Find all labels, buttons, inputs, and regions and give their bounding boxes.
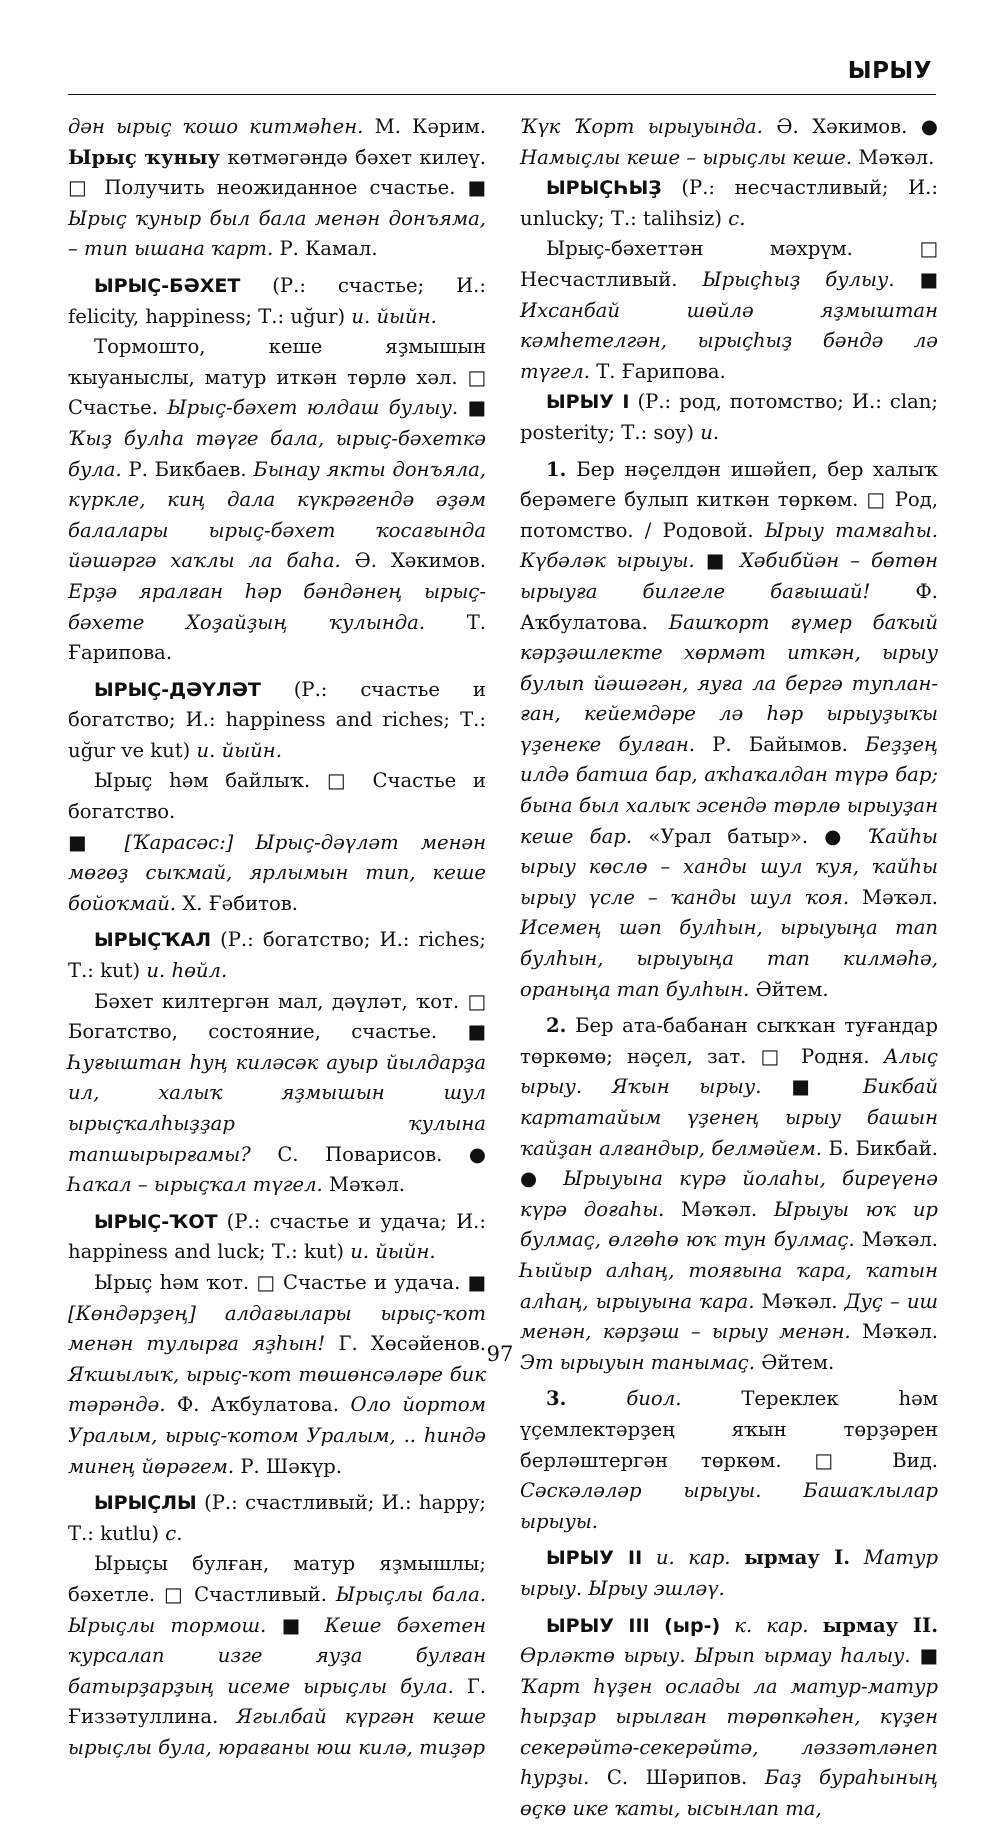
entry-yrys-bakhet bbox=[68, 271, 486, 332]
translations: (Р.: богатство; И.: riches; Т.: kut) bbox=[68, 928, 486, 983]
entry-body bbox=[68, 766, 486, 827]
citation: Ф. Аҡбулатова. bbox=[177, 1393, 339, 1417]
entry-body bbox=[68, 1549, 486, 1763]
headword: ЫРЫҪ-БӘХЕТ bbox=[94, 274, 241, 297]
example-text: Бынау якты донъяла, күркле, киң дала күкрәгендә әҙәм балалары ырыҫ-бәхет ҡосағында йәшәргә хаҡлы ла баһа. bbox=[68, 457, 486, 573]
entry-yryu-1 bbox=[520, 387, 938, 448]
translations: (Р.: счастье и удача; И.: happiness and luck; Т.: kut) bbox=[68, 1209, 487, 1264]
example-text: Ҡарт һүҙен ослады ла матур-матур һырҙар ырылған төрөпкәһен, күҙен секерәйтә-секерәйтә, ләззәтләнеп һурҙы. bbox=[520, 1674, 938, 1790]
citation: С. Шәрипов. bbox=[606, 1766, 748, 1790]
example-text: Һаҡал – ырыҫҡал түгел. bbox=[68, 1173, 323, 1197]
part-of-speech: и. йыйн. bbox=[196, 738, 282, 762]
example-text: Ҡыҙ булһа тәүге бала, ырыҫ-бәхеткә була. bbox=[68, 426, 486, 481]
citation: Ф. Аҡбулатова. bbox=[520, 579, 938, 634]
headword: ЫРЫҪ-ДӘҮЛӘТ bbox=[94, 678, 261, 701]
entry-yryshyz bbox=[520, 173, 938, 234]
citation: Т. Ғарипова. bbox=[596, 359, 726, 383]
definition-text: Ырыҫ һәм байлыҡ. □ Счастье и богатство. bbox=[68, 769, 486, 824]
example-text: [Көндәрҙең] алдағылары ырыҫ-ҡот менән тулырға яҙһын! bbox=[68, 1301, 486, 1356]
citation: Р. Шәкүр. bbox=[240, 1454, 342, 1478]
citation: Мәҡәл. bbox=[858, 145, 935, 169]
example-marker: ■ bbox=[705, 549, 729, 573]
citation: Әйтем. bbox=[761, 1350, 835, 1374]
part-of-speech: и. һөйл. bbox=[146, 959, 228, 983]
translations: (Р.: счастливый; И.: happy; Т.: kutlu) bbox=[68, 1491, 486, 1545]
example-text: дән ырыҫ ҡошо китмәһен. bbox=[68, 115, 364, 138]
citation: Х. Ғәбитов. bbox=[182, 891, 299, 915]
citation: Ә. Хәкимов. bbox=[354, 549, 487, 573]
headword: ЫРЫУ II bbox=[546, 1547, 643, 1570]
part-of-speech: к. кар. bbox=[734, 1613, 809, 1637]
example-text: Оло йортом Уралым, ырыҫ-ҡотом Уралым, .. һиндә минең йөрәгем. bbox=[68, 1393, 486, 1478]
citation: Т. Ғарипова. bbox=[68, 610, 486, 665]
part-of-speech: и. йыйн. bbox=[350, 1240, 436, 1264]
entry-yrys-kot bbox=[68, 1207, 486, 1268]
entry-yrysly bbox=[68, 1488, 486, 1549]
headword: ЫРЫҪЛЫ bbox=[94, 1492, 197, 1515]
citation: Б. Бикбай. ● bbox=[520, 1136, 938, 1191]
translations: (Р.: род, потомство; И.: clan; posterity; Т.: soy) bbox=[520, 390, 938, 444]
example-marker: ■ bbox=[281, 1613, 310, 1637]
citation: Г. Хөсәйенов. bbox=[338, 1332, 487, 1356]
definition-text: Ырыҫы булған, матур яҙмышлы; бәхетле. □ Счастливый. bbox=[68, 1552, 486, 1606]
example-text: Һыйыр алһаң, тояғына ҡара, ҡатын алһаң, ырыуына ҡара. bbox=[520, 1258, 938, 1313]
example-text: Ырыуына күрә йолаһы, биреүенә күрә доғаһы. bbox=[520, 1167, 938, 1221]
part-of-speech: с. bbox=[165, 1521, 183, 1545]
citation: Мәҡәл. bbox=[761, 1289, 838, 1313]
page-number: 97 bbox=[486, 1342, 514, 1366]
right-column bbox=[520, 112, 938, 1825]
definition-text: Бәхет килтергән мал, дәүләт, ҡот. □ Богатство, состояние, счастье. ■ bbox=[68, 989, 486, 1044]
example-text: Яҡшылыҡ, ырыҫ-ҡот төшөнсәләре бик тәрәндә. bbox=[68, 1362, 486, 1417]
sense-number: 1. bbox=[546, 457, 567, 481]
example-text: Ырыҫлы бала. Ырыҫлы тормош. bbox=[68, 1582, 486, 1637]
example-text: Беҙҙең илдә батша бар, аҡһаҡалдан түрә бар; бына был халыҡ эсендә төрлө ырыуҙан кеше бар. bbox=[520, 732, 939, 848]
example-marker: ■ bbox=[467, 396, 487, 420]
citation: Мәҡәл. bbox=[862, 885, 938, 909]
example-marker: ■ bbox=[919, 1644, 939, 1668]
citation: Мәҡәл. bbox=[681, 1197, 758, 1221]
example-text: Өрләктө ырыу. Ырып ырмау һалыу. bbox=[520, 1644, 911, 1668]
example-text: Ягылбай күргән кеше ырыҫлы була, юрағаны юш килә, тиҙәр bbox=[68, 1705, 486, 1759]
entry-body bbox=[68, 332, 486, 669]
citation: Р. Байымов. bbox=[712, 732, 848, 756]
example-text: Исемең шәп булһын, ырыуыңа тап булһын, ырыуыңа тап килмәһә, ораныңа тап булһын. bbox=[520, 916, 938, 1001]
example-text: Сәскәләләр ырыуы. Башаҡлылар ырыуы. bbox=[520, 1479, 938, 1533]
translations: (Р.: несчастливый; И.: unlucky; Т.: talihsiz) bbox=[520, 176, 938, 230]
example-text: Башҡорт ғүмер баҡый кәрҙәшлекте хөрмәт иткән, ырыу булып йәшәгән, яуға ла бергә туплан-ған, кейемдәре лә һәр ырыуҙыҡы үҙенеке булған. bbox=[520, 610, 938, 756]
continued-entry bbox=[68, 112, 486, 265]
citation: Мәҡәл. bbox=[862, 1320, 939, 1344]
sense-number: 2. bbox=[546, 1014, 567, 1038]
example-text: Эт ырыуын танымаҫ. bbox=[520, 1350, 755, 1374]
usage-label: биол. bbox=[626, 1387, 682, 1411]
cross-reference: ырмау II. bbox=[822, 1613, 939, 1637]
definition-text: Бер нәҫелдән ишәйеп, бер халыҡ берәмеге булып киткән төркөм. □ Род, потомство. / Родовой. bbox=[520, 457, 938, 542]
example-marker: ■ bbox=[791, 1075, 834, 1099]
example-text: Хәбибйән – бөтөн ырыуға билгеле бағышай! bbox=[520, 549, 938, 603]
headword: ЫРЫУ I bbox=[546, 391, 630, 414]
citation: Әйтем. bbox=[755, 977, 829, 1001]
entry-yrys-daulat bbox=[68, 675, 486, 767]
citation: Мәҡәл. bbox=[329, 1173, 405, 1197]
part-of-speech: и. кар. bbox=[655, 1546, 731, 1570]
example-text: Ырыу тамғаһы. Күбәләк ырыуы. bbox=[520, 518, 938, 573]
example-text: Матур ырыу. Ырыу эшләү. bbox=[520, 1546, 938, 1600]
definition-text: Бер ата-бабанан сыҡҡан туғандар төркөмө; нәҫел, зат. □ Родня. bbox=[520, 1014, 938, 1068]
example-text: Һуғыштан һуң киләсәк ауыр йылдарҙа ил, халыҡ яҙмышын шул ырыҫҡалһыҙҙар ҡулына тапшырырғамы? bbox=[68, 1050, 486, 1166]
entry-body bbox=[68, 1268, 486, 1482]
entry-body bbox=[68, 987, 486, 1201]
example-text: Ихсанбай шөйлә яҙмыштан кәмһетелгән, ырыҫһыҙ бәндә лә түгел. bbox=[520, 298, 938, 383]
sense-number: 3. bbox=[546, 1387, 567, 1411]
example-text: Дуҫ – иш менән, кәрҙәш – ырыу менән. bbox=[520, 1289, 939, 1344]
headword: ЫРЫУ III (ыр-) bbox=[546, 1614, 721, 1637]
example-text: Ырыҫһыҙ булыу. bbox=[702, 267, 895, 291]
example-text: Ерҙә яралған һәр бәндәнең ырыҫ-бәхете Хоҙайҙың ҡулында. bbox=[68, 579, 486, 634]
citation: Р. Бикбаев. bbox=[128, 457, 247, 481]
headword: ЫРЫҪҺЫҘ bbox=[546, 177, 662, 200]
definition-text: Ырыҫ һәм ҡот. □ Счастье и удача. ■ bbox=[94, 1270, 486, 1294]
translations: (Р.: счастье; И.: felicity, happiness; Т.: uğur) bbox=[68, 273, 486, 328]
entry-body bbox=[68, 828, 486, 920]
running-head: ЫРЫУ bbox=[847, 58, 932, 84]
sub-headword: Ырыҫ ҡуныу bbox=[68, 145, 221, 169]
example-text: Ырыуы юҡ ир булмаҫ, өлгөһө юҡ тун булмаҫ. bbox=[520, 1197, 938, 1252]
example-text: [Ҡарасәс:] Ырыҫ-дәүләт менән мөгөҙ сыҡмай, ярлымын тип, кеше бойоҡмай. bbox=[68, 830, 486, 915]
left-column bbox=[68, 112, 486, 1763]
sense-3 bbox=[520, 1384, 938, 1537]
example-text: Ҡайһы ырыу көслө – ханды шул ҡуя, ҡайһы ырыу үсле – ҡанды шул ҡоя. bbox=[520, 824, 938, 909]
header-rule bbox=[68, 94, 936, 95]
entry-body bbox=[520, 234, 938, 387]
part-of-speech: и. bbox=[700, 420, 720, 444]
translations: (Р.: счастье и богатство; И.: happiness and riches; Т.: uğur ve kut) bbox=[68, 677, 486, 762]
example-text: Ырыҫ ҡуныр был бала менән донъяма, – тип ышана ҡарт. bbox=[68, 206, 486, 261]
entry-yryskal bbox=[68, 925, 486, 986]
definition-text: Ырыҫ-бәхеттән мәхрүм. □ Несчастливый. bbox=[520, 237, 938, 291]
sense-1 bbox=[520, 455, 938, 1006]
citation: С. Поварисов. ● bbox=[277, 1142, 486, 1166]
part-of-speech: с. bbox=[728, 206, 746, 230]
citation: Г. Ғиззәтуллина. bbox=[68, 1674, 487, 1729]
continued-entry bbox=[520, 112, 938, 173]
example-marker: ■ bbox=[919, 267, 938, 291]
definition-text: Тереклек һәм үҫемлектәрҙең яҡын төрҙәрен берләштергән төркөм. □ Вид. bbox=[520, 1387, 938, 1472]
example-text: Бикбай картатайым үҙенең ырыу башын ҡайҙан алғандыр, белмәйем. bbox=[520, 1075, 939, 1160]
headword: ЫРЫҪ-ҠОТ bbox=[94, 1210, 218, 1233]
entry-yryu-2 bbox=[520, 1543, 938, 1604]
example-text: Ырыҫ-бәхет юлдаш булыу. bbox=[167, 396, 459, 420]
citation: Мәҡәл. bbox=[862, 1228, 938, 1252]
example-text: Алыҫ ырыу. Яҡын ырыу. bbox=[520, 1044, 938, 1099]
citation: «Урал батыр». ● bbox=[648, 824, 852, 848]
citation: Р. Камал. bbox=[279, 237, 378, 261]
definition-text: Тормошто, кеше яҙмышын ҡыуаныслы, матур иткән төрлө хәл. □ Счастье. bbox=[68, 335, 486, 420]
example-text: Намыҫлы кеше – ырыҫлы кеше. bbox=[520, 145, 853, 169]
example-marker: ■ bbox=[68, 830, 103, 854]
citation: Ә. Хәкимов. ● bbox=[776, 115, 938, 138]
headword: ЫРЫҪҠАЛ bbox=[94, 929, 212, 952]
sense-2 bbox=[520, 1011, 938, 1378]
cross-reference: ырмау I. bbox=[744, 1546, 851, 1570]
entry-yryu-3 bbox=[520, 1611, 938, 1825]
example-text: Ҡүк Ҡорт ырыуында. bbox=[520, 115, 763, 138]
part-of-speech: и. йыйн. bbox=[351, 304, 437, 328]
definition-text: көтмәгәндә бәхет килеү. □ Получить неожиданное счастье. ■ bbox=[68, 145, 487, 200]
citation: М. Кәрим. bbox=[374, 115, 486, 138]
example-text: Баҙ бураһының өҫкө ике ҡаты, ысынлап та, bbox=[520, 1766, 939, 1821]
example-text: Кеше бәхетен ҡурсалап изге яуҙа булған батырҙарҙың исеме ырыҫлы була. bbox=[68, 1613, 486, 1698]
